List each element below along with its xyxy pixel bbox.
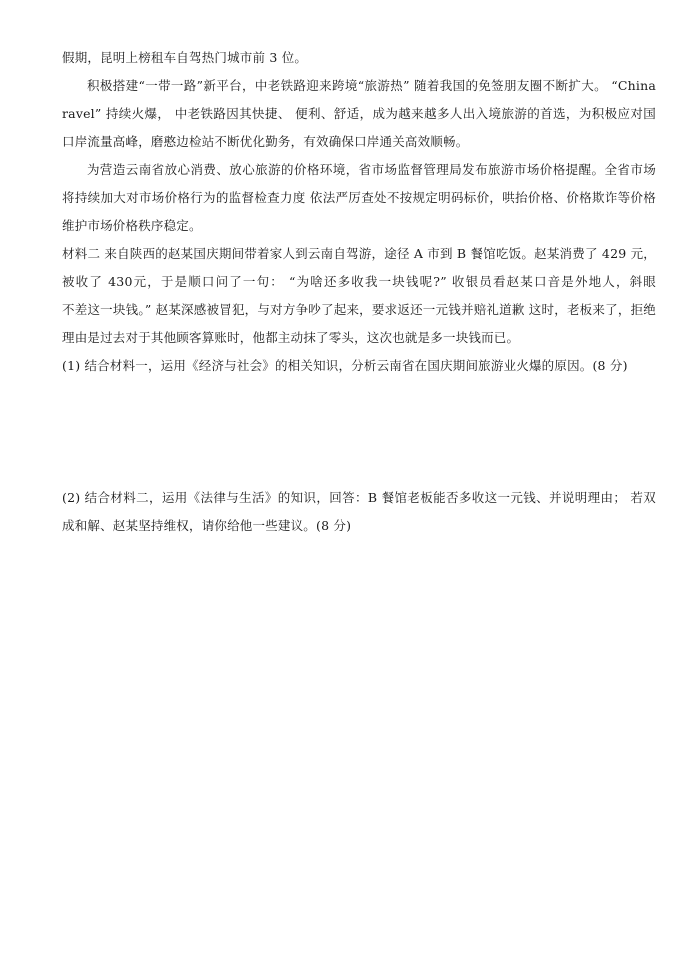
text-line: ravel” 持续火爆， 中老铁路因其快捷、 便利、舒适，成为越来越多人出入境旅游的首选，为积极应对国 <box>62 106 656 121</box>
text-line: 口岸流量高峰，磨憨边检站不断优化勤务，有效确保口岸通关高效顺畅。 <box>62 134 469 149</box>
question-text: (2) 结合材料二，运用《法律与生活》的知识，回答：B 餐馆老板能否多收这一元钱、并说明理由； 若双 <box>62 490 656 505</box>
text-line: 为营造云南省放心消费、放心旅游的价格环境，省市场监督管理局发布旅游市场价格提醒。全省市场 <box>87 162 656 177</box>
text-line: 理由是过去对于其他顾客算账时，他都主动抹了零头，这次也就是多一块钱而已。 <box>62 330 520 345</box>
text-line: 积极搭建“一带一路”新平台，中老铁路迎来跨境“旅游热” 随着我国的免签朋友圈不断扩大。 “China <box>87 78 656 93</box>
text-line: 将持续加大对市场价格行为的监督检查力度 依法严厉查处不按规定明码标价，哄抬价格、价格欺诈等价格 <box>62 190 656 205</box>
answer-space <box>62 380 656 484</box>
text-line: 假期，昆明上榜租车自驾热门城市前 3 位。 <box>62 50 308 65</box>
question-two <box>62 484 656 540</box>
text-line: 被收了 430元，于是顺口问了一句： “为啥还多收我一块钱呢?” 收银员看赵某口音是外地人，斜眼 <box>62 274 656 289</box>
question-one <box>62 352 656 380</box>
paragraph-china-laos-railway <box>62 72 656 156</box>
paragraph-tourism-rental <box>62 44 656 72</box>
document-page <box>62 44 656 540</box>
text-line: 材料二 来自陕西的赵某国庆期间带着家人到云南自驾游，途径 A 市到 B 餐馆吃饭。赵某消费了 429 元， <box>62 246 656 261</box>
text-line: 不差这一块钱。” 赵某深感被冒犯，与对方争吵了起来，要求返还一元钱并赔礼道歉 这时，老板来了，拒绝 <box>62 302 656 317</box>
question-text: 成和解、赵某坚持维权，请你给他一些建议。(8 分) <box>62 518 352 533</box>
paragraph-price-supervision <box>62 156 656 240</box>
paragraph-material-two <box>62 240 656 352</box>
text-line: 维护市场价格秩序稳定。 <box>62 218 202 233</box>
question-text: (1) 结合材料一，运用《经济与社会》的相关知识，分析云南省在国庆期间旅游业火爆的原因。(8 分) <box>62 358 628 373</box>
